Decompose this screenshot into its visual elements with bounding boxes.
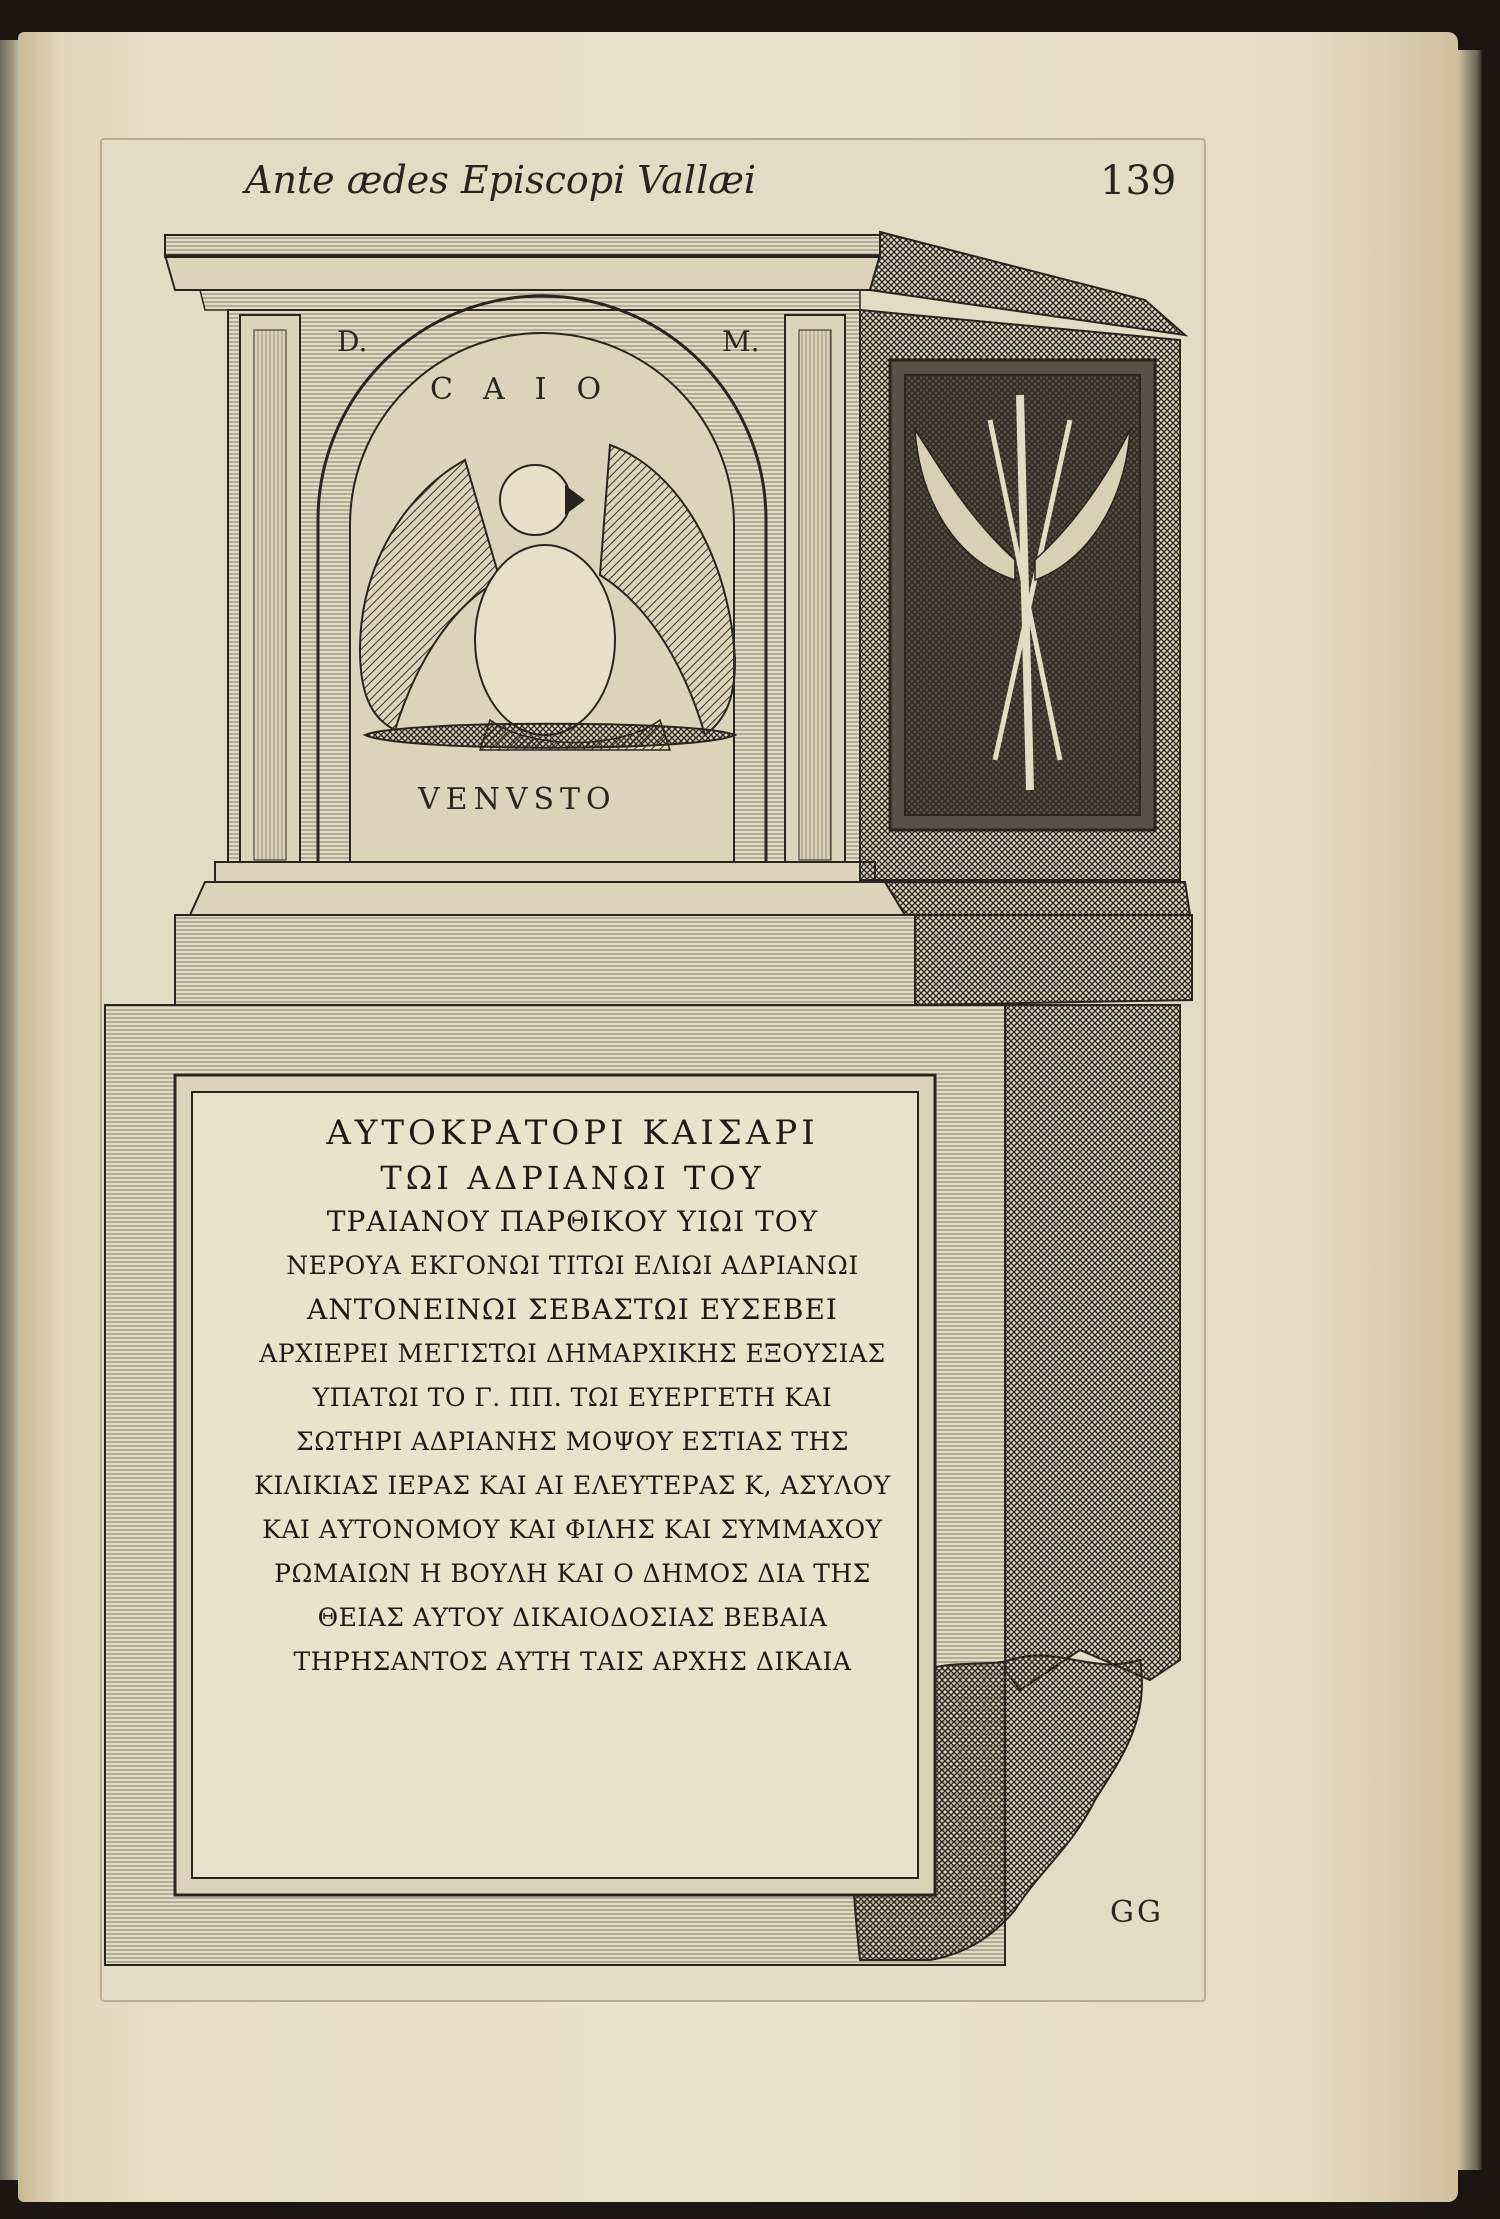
inscription-line: ΤΡΑΙΑΝΟΥ ΠΑΡΘΙΚΟΥ ΥΙΩΙ ΤΟΥ — [326, 1205, 819, 1238]
greek-inscription — [205, 1110, 940, 1684]
inscription-line: ΑΡΧΙΕΡΕΙ ΜΕΓΙΣΤΩΙ ΔΗΜΑΡΧΙΚΗΣ ΕΞΟΥΣΙΑΣ — [259, 1339, 886, 1368]
altar-plinth — [175, 882, 1192, 1005]
inscription-line: ΝΕΡΟΥΑ ΕΚΓΟΝΩΙ ΤΙΤΩΙ ΕΛΙΩΙ ΑΔΡΙΑΝΩΙ — [286, 1251, 859, 1280]
altar-side-face — [860, 310, 1180, 880]
inscription-line: ΑΥΤΟΚΡΑΤΟΡΙ ΚΑΙΣΑΡΙ — [326, 1113, 819, 1153]
page-number: 139 — [1100, 158, 1177, 204]
running-title: Ante ædes Episcopi Vallæi — [245, 158, 757, 202]
inscription-line: ΡΩΜΑΙΩΝ Η ΒΟΥΛΗ ΚΑΙ Ο ΔΗΜΟΣ ΔΙΑ ΤΗΣ — [274, 1559, 871, 1588]
inscription-line: ΥΠΑΤΩΙ ΤΟ Γ. ΠΠ. ΤΩΙ ΕΥΕΡΓΕΤΗ ΚΑΙ — [312, 1383, 833, 1412]
inscription-line: ΤΩΙ ΑΔΡΙΑΝΩΙ ΤΟΥ — [380, 1159, 765, 1197]
inscription-line: ΤΗΡΗΣΑΝΤΟΣ ΑΥΤΗ ΤΑΙΣ ΑΡΧΗΣ ΔΙΚΑΙΑ — [293, 1647, 852, 1676]
inscription-line: ΑΝΤΟΝΕΙΝΩΙ ΣΕΒΑΣΤΩΙ ΕΥΣΕΒΕΙ — [307, 1293, 838, 1326]
inscription-line: ΣΩΤΗΡΙ ΑΔΡΙΑΝΗΣ ΜΟΨΟΥ ΕΣΤΙΑΣ ΤΗΣ — [296, 1427, 849, 1456]
inscription-line: ΘΕΙΑΣ ΑΥΤΟΥ ΔΙΚΑΙΟΔΟΣΙΑΣ ΒΕΒΑΙΑ — [317, 1603, 828, 1632]
inscription-line: ΚΙΛΙΚΙΑΣ ΙΕΡΑΣ ΚΑΙ ΑΙ ΕΛΕΥΤΕΡΑΣ Κ, ΑΣΥΛΟΥ — [254, 1471, 891, 1500]
inscription-line: ΚΑΙ ΑΥΤΟΝΟΜΟΥ ΚΑΙ ΦΙΛΗΣ ΚΑΙ ΣΥΜΜΑΧΟΥ — [262, 1515, 883, 1544]
dedication-name: CAIO — [430, 372, 632, 407]
dedication-surname: VENVSTO — [418, 782, 617, 817]
dis-manibus-d: D. — [337, 325, 368, 358]
dis-manibus-m: M. — [722, 325, 760, 358]
signature-mark: GG — [1110, 1895, 1164, 1930]
